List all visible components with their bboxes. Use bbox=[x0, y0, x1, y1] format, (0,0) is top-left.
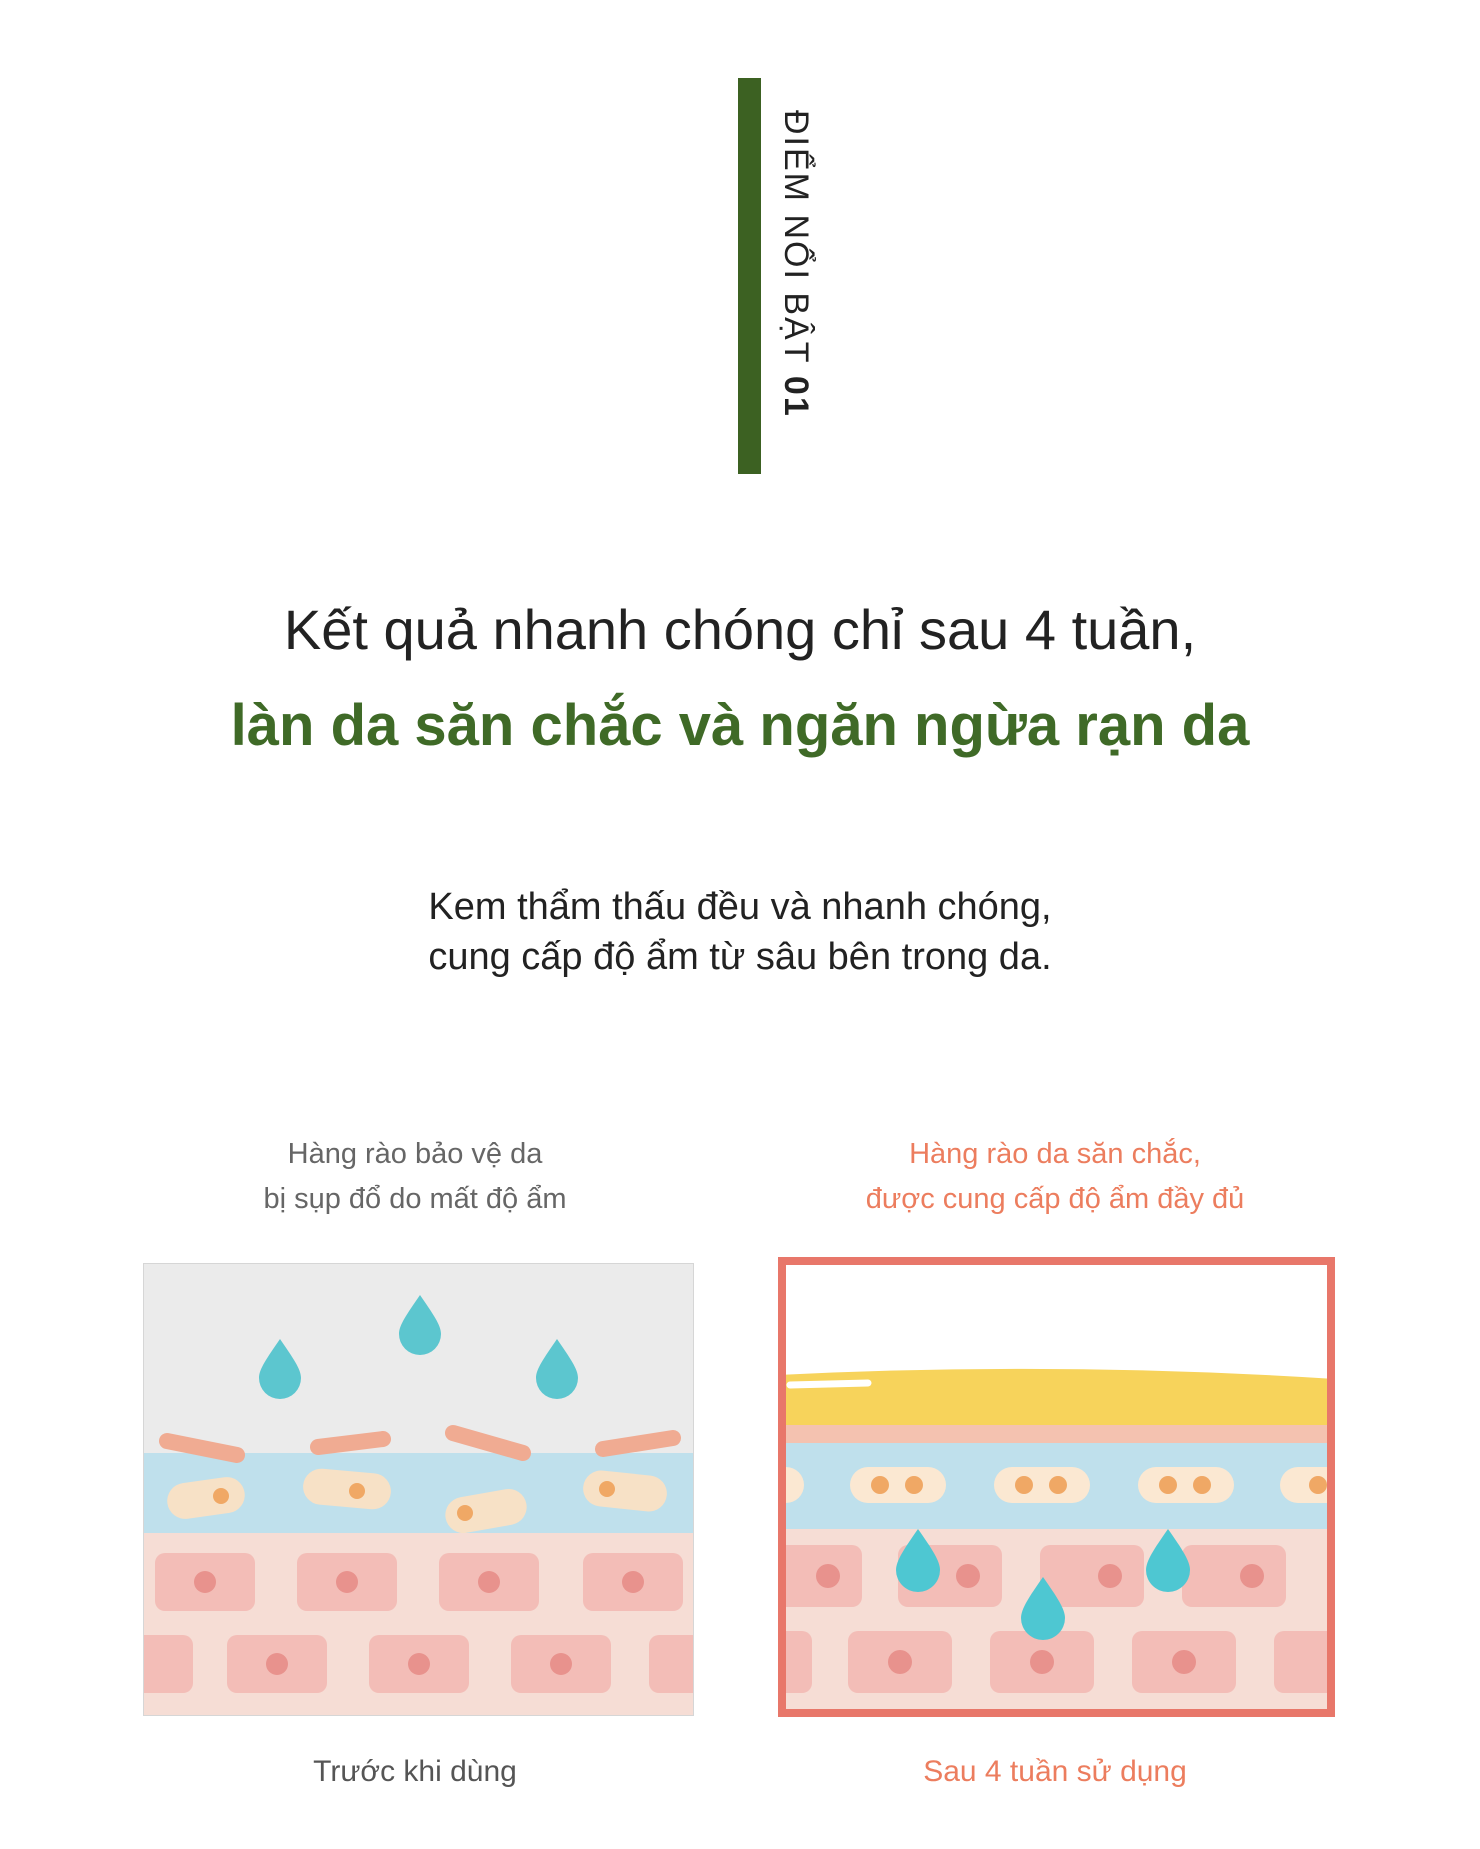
after-label: Sau 4 tuần sử dụng bbox=[923, 1755, 1187, 1788]
before-caption-line-2: bị sụp đổ do mất độ ẩm bbox=[263, 1183, 567, 1215]
headline-line-2: làn da săn chắc và ngăn ngừa rạn da bbox=[230, 693, 1250, 758]
section-badge-title: ĐIỂM NỔI BẬT bbox=[777, 110, 815, 365]
before-caption bbox=[180, 1132, 650, 1222]
description bbox=[0, 882, 1480, 982]
section-badge bbox=[776, 110, 815, 418]
after-caption-line-1: Hàng rào da săn chắc, bbox=[909, 1138, 1201, 1170]
section-accent-bar bbox=[738, 78, 761, 474]
section-badge-number: 01 bbox=[777, 375, 815, 418]
before-caption-line-1: Hàng rào bảo vệ da bbox=[287, 1138, 543, 1170]
after-caption bbox=[790, 1132, 1320, 1222]
after-skin-illustration bbox=[778, 1257, 1335, 1717]
after-caption-line-2: được cung cấp độ ẩm đầy đủ bbox=[865, 1183, 1245, 1215]
headline-line-1: Kết quả nhanh chóng chỉ sau 4 tuần, bbox=[283, 598, 1197, 661]
before-skin-illustration bbox=[143, 1263, 694, 1716]
description-line-1: Kem thẩm thấu đều và nhanh chóng, bbox=[428, 886, 1052, 928]
before-label: Trước khi dùng bbox=[313, 1755, 517, 1788]
description-line-2: cung cấp độ ẩm từ sâu bên trong da. bbox=[428, 936, 1052, 978]
